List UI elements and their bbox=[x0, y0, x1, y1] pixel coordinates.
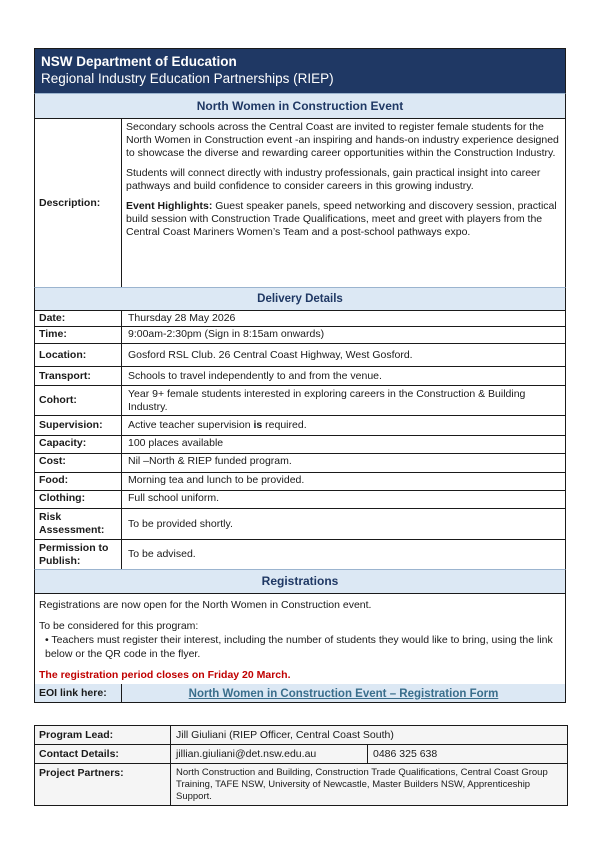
location-label: Location: bbox=[35, 344, 122, 366]
project-partners-row bbox=[35, 764, 567, 805]
registrations-bullet-text: Teachers must register their interest, including the number of students they would like to bring, using the link below or the QR code in the flyer. bbox=[45, 634, 553, 660]
capacity-value: 100 places available bbox=[128, 437, 224, 449]
bullet-icon: • bbox=[45, 634, 49, 646]
delivery-details-heading: Delivery Details bbox=[34, 287, 566, 311]
delivery-details-table bbox=[34, 311, 566, 569]
time-label: Time: bbox=[35, 327, 122, 343]
supervision-text-post: required. bbox=[265, 419, 307, 431]
eoi-link-cell bbox=[122, 684, 565, 702]
cohort-label: Cohort: bbox=[35, 386, 122, 415]
project-partners-label: Project Partners: bbox=[35, 764, 171, 805]
supervision-text-pre: Active teacher supervision bbox=[128, 419, 251, 431]
row-location bbox=[35, 344, 565, 367]
row-clothing bbox=[35, 491, 565, 509]
supervision-text-bold: is bbox=[253, 419, 263, 431]
supervision-label: Supervision: bbox=[35, 416, 122, 435]
contact-details-label: Contact Details: bbox=[35, 745, 171, 763]
contact-email[interactable]: jillian.giuliani@det.nsw.edu.au bbox=[171, 745, 368, 763]
row-risk-assessment bbox=[35, 509, 565, 540]
row-food bbox=[35, 473, 565, 491]
flyer-document bbox=[34, 48, 566, 703]
row-date bbox=[35, 311, 565, 327]
supervision-value bbox=[122, 416, 565, 435]
cost-value: Nil –North & RIEP funded program. bbox=[128, 455, 292, 467]
row-cost bbox=[35, 454, 565, 473]
food-value: Morning tea and lunch to be provided. bbox=[128, 474, 305, 486]
description-paragraph-2: Students will connect directly with industry professionals, gain practical insight into career pathways and build confidence to consider careers in this growing industry. bbox=[126, 167, 541, 192]
date-label: Date: bbox=[35, 311, 122, 326]
row-permission-to-publish bbox=[35, 540, 565, 569]
food-label: Food: bbox=[35, 473, 122, 490]
time-value: 9:00am-2:30pm (Sign in 8:15am onwards) bbox=[128, 328, 325, 340]
event-title: North Women in Construction Event bbox=[34, 93, 566, 119]
highlights-label: Event Highlights: bbox=[126, 200, 213, 212]
description-paragraph-1: Secondary schools across the Central Coast are invited to register female students for the North Women in Construction event -an inspiring and hands-on industry experience designed to showcase the diverse and rewarding career opportunities within the Construction Industry. bbox=[126, 121, 559, 159]
transport-label: Transport: bbox=[35, 367, 122, 385]
registrations-heading: Registrations bbox=[34, 569, 566, 594]
event-highlights bbox=[126, 200, 559, 239]
row-time bbox=[35, 327, 565, 344]
contact-details-row bbox=[35, 745, 567, 764]
description-row bbox=[35, 119, 565, 287]
clothing-label: Clothing: bbox=[35, 491, 122, 508]
registrations-intro: Registrations are now open for the North Women in Construction event. bbox=[39, 599, 372, 611]
transport-value: Schools to travel independently to and from the venue. bbox=[128, 369, 382, 382]
permission-to-publish-value: To be advised. bbox=[128, 548, 196, 560]
contact-phone: 0486 325 638 bbox=[373, 748, 438, 760]
cohort-value: Year 9+ female students interested in exploring careers in the Construction & Building Industry. bbox=[128, 387, 526, 413]
description-text bbox=[122, 119, 565, 287]
registration-form-link[interactable]: North Women in Construction Event – Registration Form bbox=[188, 688, 499, 700]
row-capacity bbox=[35, 436, 565, 454]
risk-assessment-label: Risk Assessment: bbox=[35, 509, 122, 539]
clothing-value: Full school uniform. bbox=[128, 492, 220, 504]
program-lead-row bbox=[35, 726, 567, 745]
row-cohort bbox=[35, 386, 565, 416]
registrations-consider: To be considered for this program: bbox=[39, 620, 199, 632]
risk-assessment-value: To be provided shortly. bbox=[128, 517, 233, 530]
contacts-table bbox=[34, 725, 568, 806]
program-lead-label: Program Lead: bbox=[35, 726, 171, 744]
location-value: Gosford RSL Club. 26 Central Coast Highway, West Gosford. bbox=[128, 348, 413, 361]
registration-closing-notice: The registration period closes on Friday 20 March. bbox=[39, 669, 291, 681]
registrations-body bbox=[34, 594, 566, 684]
event-details-table bbox=[34, 119, 566, 287]
highlights-text: Guest speaker panels, speed networking and discovery session, practical build session with Construction Trade Qualifications, meet and greet with players from the Central Coast Mariners Women’s Team and a post-school pathways expo. bbox=[126, 200, 557, 238]
capacity-label: Capacity: bbox=[35, 436, 122, 453]
organisation-name: NSW Department of Education bbox=[41, 54, 237, 69]
program-lead-value: Jill Giuliani (RIEP Officer, Central Coast South) bbox=[176, 729, 394, 741]
row-supervision bbox=[35, 416, 565, 436]
document-header bbox=[34, 48, 566, 93]
program-name: Regional Industry Education Partnerships (RIEP) bbox=[41, 71, 334, 86]
cost-label: Cost: bbox=[35, 454, 122, 472]
registrations-bullet bbox=[39, 633, 561, 661]
date-value: Thursday 28 May 2026 bbox=[128, 312, 236, 324]
row-transport bbox=[35, 367, 565, 386]
eoi-label: EOI link here: bbox=[35, 684, 122, 702]
eoi-row bbox=[34, 684, 566, 703]
project-partners-value: North Construction and Building, Construction Trade Qualifications, Central Coast Group Training, TAFE NSW, University of Newcastle, Master Builders NSW, Apprenticeship Support. bbox=[176, 767, 548, 802]
permission-to-publish-label: Permission to Publish: bbox=[35, 540, 122, 569]
description-label: Description: bbox=[35, 119, 122, 287]
